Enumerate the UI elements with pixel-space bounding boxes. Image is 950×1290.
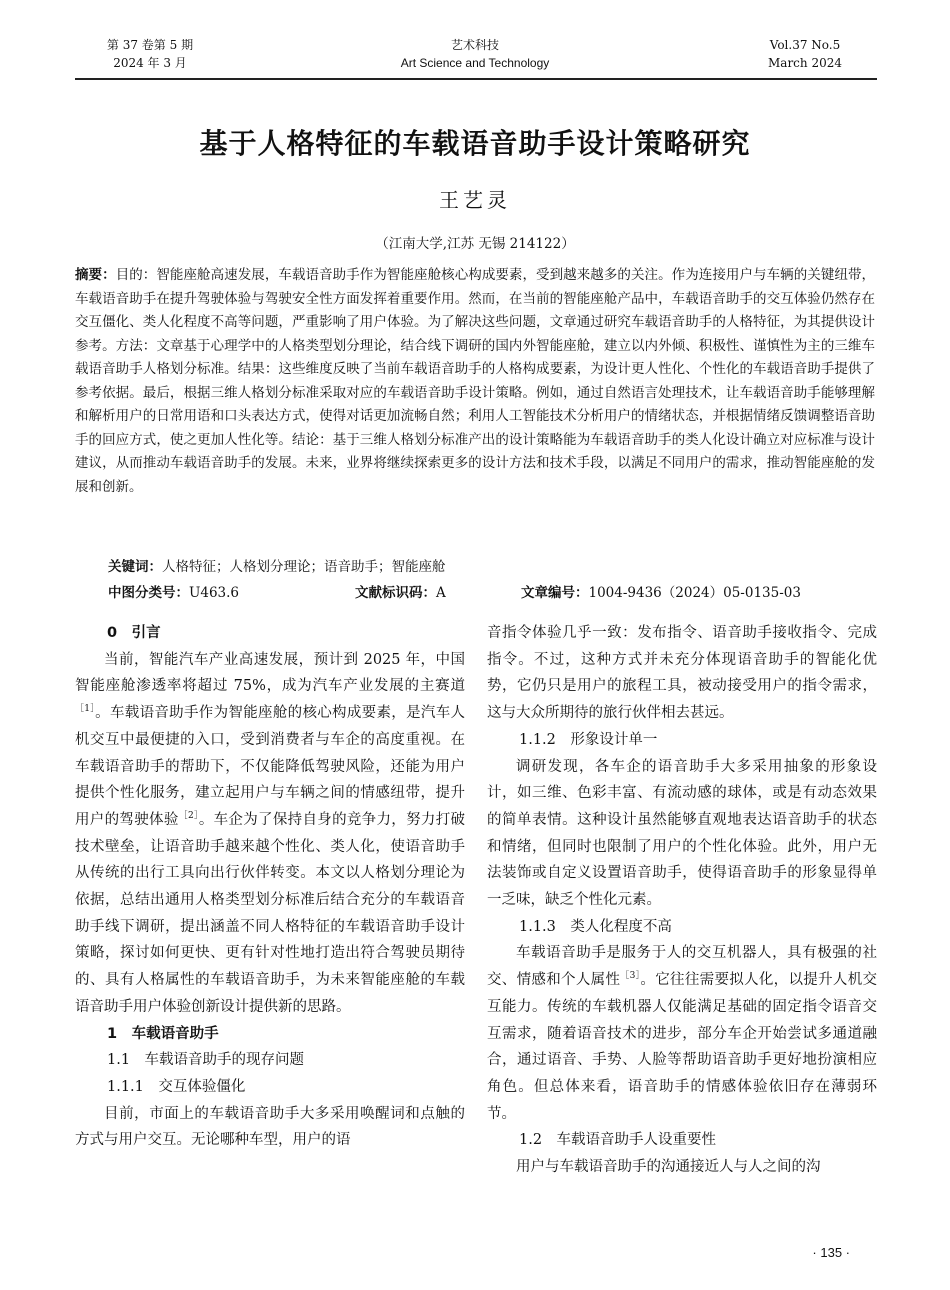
heading-introduction: 0 引言 <box>107 625 161 641</box>
header-volume-en <box>755 36 855 72</box>
heading-section-1-1-3: 1.1.3 类人化程度不高 <box>519 918 672 935</box>
heading-section-1: 1 车载语音助手 <box>107 1025 219 1042</box>
clc-label: 中图分类号： <box>108 585 189 601</box>
header-month: March 2024 <box>768 56 842 70</box>
paragraph-text: 车载语音助手是服务于人的交互机器人，具有极强的社交、情感和个人属性 <box>487 945 877 989</box>
clc-number <box>108 581 239 601</box>
heading-section-1-2: 1.2 车载语音助手人设重要性 <box>519 1132 717 1149</box>
author: 王艺灵 <box>439 188 511 212</box>
heading-section-1-1-1: 1.1.1 交互体验僵化 <box>107 1078 246 1095</box>
header-journal-en: Art Science and Technology <box>400 56 550 70</box>
heading-section-1-1-2: 1.1.2 形象设计单一 <box>519 731 658 748</box>
body-column-left <box>75 620 465 1154</box>
abstract-label: 摘要： <box>75 267 116 283</box>
article-label: 文章编号： <box>521 585 589 601</box>
clc-value: U463.6 <box>189 585 240 601</box>
affiliation: （江南大学,江苏 无锡 214122） <box>375 236 575 252</box>
paragraph-text: 。它往往需要拟人化，以提升人机交互能力。传统的车载机器人仅能满足基础的固定指令语音交互需求，随着语音技术的进步，部分车企开始尝试多通道融合，通过语音、手势、人脸等帮助语音助手更好地扮演相应角色。但总体来看，语音助手的情感体验依旧存在薄弱环节。 <box>487 972 878 1122</box>
paragraph: 用户与车载语音助手的沟通接近人与人之间的沟 <box>516 1159 821 1176</box>
document-code <box>355 581 446 601</box>
doc-code-value: A <box>436 585 446 601</box>
citation: ［3］ <box>620 971 641 982</box>
article-value: 1004-9436（2024）05-0135-03 <box>588 585 801 601</box>
citation: ［1］ <box>75 704 96 715</box>
header-vol-no: Vol.37 No.5 <box>769 38 841 52</box>
keywords-text: 人格特征；人格划分理论；语音助手；智能座舱 <box>162 559 446 575</box>
running-header <box>75 36 875 82</box>
classification-row <box>108 581 878 603</box>
page-number: · 135 · <box>812 1245 850 1260</box>
paragraph-text: 当前，智能汽车产业高速发展，预计到 2025 年，中国智能座舱渗透率将超过 75%，成为汽车产业发展的主赛道 <box>75 651 465 695</box>
paragraph-text: 。车企为了保持自身的竞争力，努力打破技术壁垒，让语音助手越来越个性化、类人化，使语音助手从传统的出行工具向出行伙伴转变。本文以人格划分理论为依据，总结出通用人格类型划分标准后结合充分的车载语音助手线下调研，提出涵盖不同人格特征的车载语音助手设计策略，探讨如何更快、更有针对性地打造出符合驾驶员期待的、具有人格属性的车载语音助手，为未来智能座舱的车载语音助手用户体验创新设计提供新的思路。 <box>75 811 466 1015</box>
abstract-text: 目的：智能座舱高速发展，车载语音助手作为智能座舱核心构成要素，受到越来越多的关注。作为连接用户与车辆的关键纽带，车载语音助手在提升驾驶体验与驾驶安全性方面发挥着重要作用。然而，在当前的智能座舱产品中，车载语音助手的交互体验仍然存在交互僵化、类人化程度不高等问题，严重影响了用户体验。为了解决这些问题，文章通过研究车载语音助手的人格特征，为其提供设计参考。方法：文章基于心理学中的人格类型划分理论，结合线下调研的国内外智能座舱，建立以内外倾、积极性、谨慎性为主的三维车载语音助手人格划分标准。结果：这些维度反映了当前车载语音助手的人格构成要素，为设计更人性化、个性化的车载语音助手提供了参考依据。最后，根据三维人格划分标准采取对应的车载语音助手设计策略。例如，通过自然语言处理技术，让车载语音助手能够理解和解析用户的日常用语和口头表达方式，使得对话更加流畅自然；利用人工智能技术分析用户的情绪状态，并根据情绪反馈调整语音助手的回应方式，使之更加人性化等。结论：基于三维人格划分标准产出的设计策略能为车载语音助手的类人化设计确立对应标准与设计建议，从而推动车载语音助手的发展。未来，业界将继续探索更多的设计方法和技术手段，以满足不同用户的需求，推动智能座舱的发展和创新。 <box>75 267 876 495</box>
article-number <box>521 581 801 601</box>
header-journal-cn: 艺术科技 <box>450 38 499 52</box>
doc-code-label: 文献标识码： <box>355 585 436 601</box>
citation: ［2］ <box>178 810 199 821</box>
abstract <box>75 264 875 499</box>
keywords <box>108 555 878 575</box>
paragraph: 目前，市面上的车载语音助手大多采用唤醒词和点触的方式与用户交互。无论哪种车型，用户的语 <box>75 1105 465 1149</box>
header-volume: 第 37 卷第 5 期 <box>106 38 194 52</box>
header-date: 2024 年 3 月 <box>113 56 187 70</box>
paragraph: 音指令体验几乎一致：发布指令、语音助手接收指令、完成指令。不过，这种方式并未充分体现语音助手的智能化优势，它仍只是用户的旅程工具，被动接受用户的指令需求，这与大众所期待的旅行伙伴相去甚远。 <box>487 625 877 722</box>
keywords-label: 关键词： <box>108 559 162 575</box>
header-rule <box>75 78 877 80</box>
paper-title: 基于人格特征的车载语音助手设计策略研究 <box>199 127 751 160</box>
paragraph: 调研发现，各车企的语音助手大多采用抽象的形象设计，如三维、色彩丰富、有流动感的球体，或是有动态效果的简单表情。这种设计虽然能够直观地表达语音助手的状态和情绪，但同时也限制了用户的个性化体验。此外，用户无法装饰或自定义设置语音助手，使得语音助手的形象显得单一乏味，缺乏个性化元素。 <box>487 758 877 909</box>
body-column-right <box>487 620 877 1181</box>
heading-section-1-1: 1.1 车载语音助手的现存问题 <box>107 1052 305 1069</box>
paragraph-text: 。车载语音助手作为智能座舱的核心构成要素，是汽车人机交互中最便捷的入口，受到消费者与车企的高度重视。在车载语音助手的帮助下，不仅能降低驾驶风险，还能为用户提供个性化服务，建立起用户与车辆之间的情感纽带，提升用户的驾驶体验 <box>75 705 466 828</box>
paragraph <box>75 647 465 1021</box>
paragraph <box>487 940 877 1127</box>
